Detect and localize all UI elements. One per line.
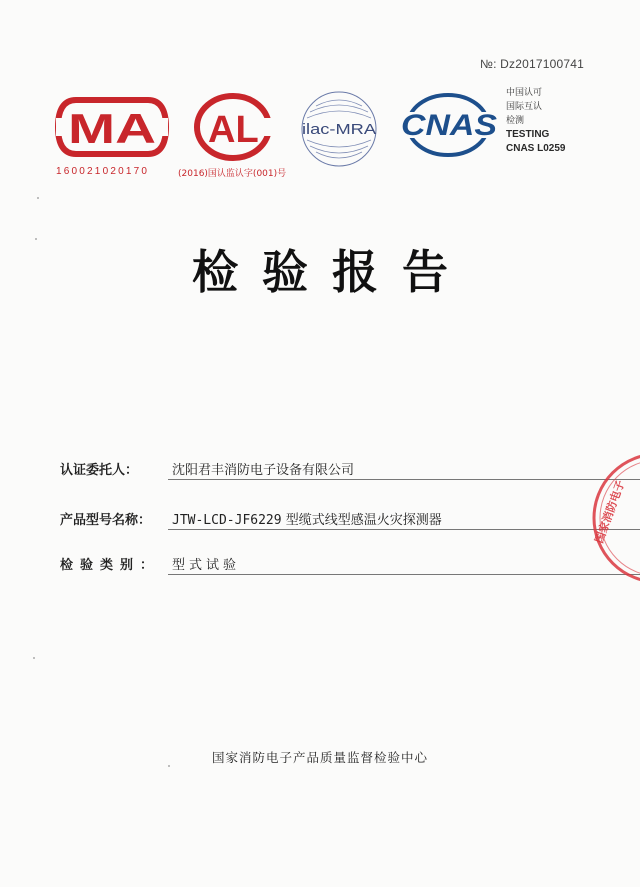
cma-code: 160021020170: [56, 166, 150, 177]
cnas-caption-line2: 国际互认: [506, 102, 543, 112]
seal-text: 国家消防电子: [592, 478, 628, 546]
page-title: 检验报告: [192, 245, 472, 299]
cnas-caption-line3: 检测: [506, 116, 525, 126]
cnas-caption: [506, 86, 565, 156]
inspection-type-value: 型式试验: [172, 558, 241, 573]
cnas-logo-text: CNAS: [401, 109, 497, 142]
cnas-caption-line1: 中国认可: [506, 88, 543, 98]
scan-speck: [37, 197, 39, 199]
product-name: 型缆式线型感温火灾探测器: [285, 513, 442, 528]
inspection-type-underline: [168, 574, 640, 575]
product-underline: [168, 529, 640, 530]
cnas-caption-line5: CNAS L0259: [506, 143, 566, 154]
ilac-mra-logo: [298, 88, 380, 170]
product-model: JTW-LCD-JF6229: [172, 513, 282, 528]
inspection-type-label: 检验类别：: [60, 558, 161, 573]
official-seal: [588, 448, 640, 592]
cnas-logo: [400, 92, 500, 158]
scan-speck: [168, 765, 170, 767]
product-label: 产品型号名称：: [60, 513, 152, 528]
cma-logo-text: MA: [68, 105, 156, 152]
client-label: 认证委托人：: [60, 463, 139, 478]
cal-code: (2016)国认监认字(001)号: [178, 169, 287, 179]
ilac-logo-text: ilac-MRA: [302, 121, 376, 138]
client-underline: [168, 479, 640, 480]
cnas-caption-line4: TESTING: [506, 129, 550, 140]
cma-logo: [54, 96, 170, 158]
cal-logo-text: AL: [208, 109, 259, 151]
cal-logo: [192, 92, 274, 162]
serial-number: №: Dz2017100741: [480, 57, 584, 71]
product-value: [172, 509, 442, 528]
scan-speck: [33, 657, 35, 659]
scan-speck: [35, 238, 37, 240]
client-value: 沈阳君丰消防电子设备有限公司: [172, 463, 355, 478]
issuing-organization: 国家消防电子产品质量监督检验中心: [211, 750, 428, 765]
